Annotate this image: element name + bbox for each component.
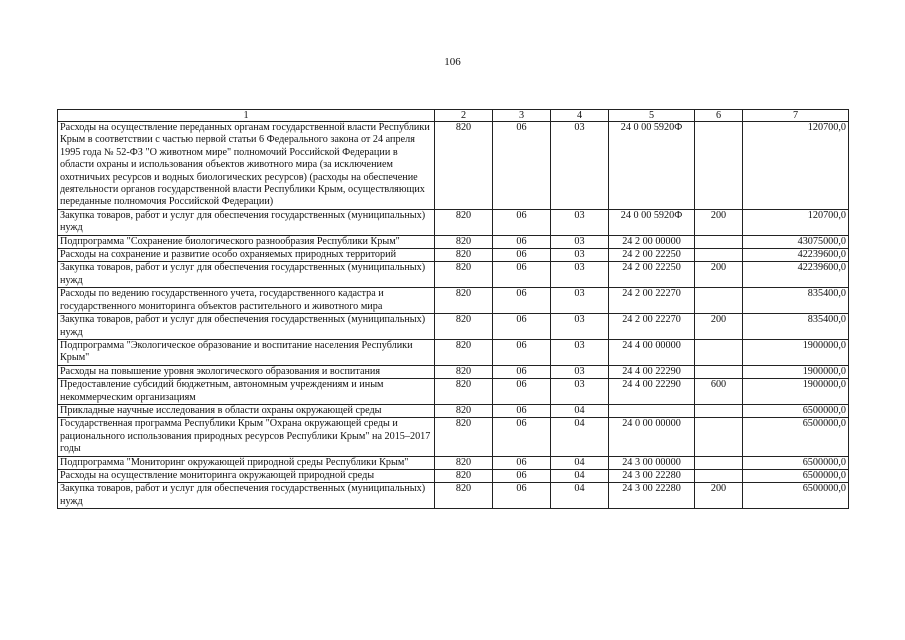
row-name: Закупка товаров, работ и услуг для обеспечения государственных (муниципальных) нужд: [58, 262, 435, 288]
table-row: [58, 288, 849, 314]
row-section-code: 06: [493, 209, 551, 235]
row-section-code: 06: [493, 235, 551, 248]
row-section-code: 06: [493, 469, 551, 482]
row-ministry-code: 820: [435, 249, 493, 262]
row-subsection-code: 04: [551, 456, 609, 469]
table-row: [58, 456, 849, 469]
row-expense-type: [695, 122, 743, 210]
row-section-code: 06: [493, 249, 551, 262]
row-subsection-code: 04: [551, 483, 609, 509]
table-row: [58, 209, 849, 235]
row-ministry-code: 820: [435, 365, 493, 378]
row-amount: 120700,0: [743, 209, 849, 235]
table-row: [58, 483, 849, 509]
table-row: [58, 314, 849, 340]
row-expense-type: [695, 235, 743, 248]
row-ministry-code: 820: [435, 209, 493, 235]
row-amount: 835400,0: [743, 314, 849, 340]
row-expense-type: [695, 418, 743, 456]
row-section-code: 06: [493, 122, 551, 210]
row-subsection-code: 03: [551, 314, 609, 340]
row-target-article: 24 0 00 00000: [609, 418, 695, 456]
row-expense-type: 200: [695, 209, 743, 235]
row-name: Закупка товаров, работ и услуг для обеспечения государственных (муниципальных) нужд: [58, 314, 435, 340]
row-target-article: 24 3 00 00000: [609, 456, 695, 469]
row-target-article: 24 0 00 5920Ф: [609, 209, 695, 235]
row-expense-type: [695, 469, 743, 482]
row-amount: 1900000,0: [743, 379, 849, 405]
row-ministry-code: 820: [435, 262, 493, 288]
row-target-article: 24 4 00 22290: [609, 365, 695, 378]
row-ministry-code: 820: [435, 314, 493, 340]
row-amount: 6500000,0: [743, 404, 849, 417]
row-amount: 6500000,0: [743, 456, 849, 469]
row-name: Расходы на повышение уровня экологического образования и воспитания: [58, 365, 435, 378]
row-amount: 6500000,0: [743, 469, 849, 482]
row-subsection-code: 03: [551, 288, 609, 314]
row-section-code: 06: [493, 483, 551, 509]
table-row: [58, 365, 849, 378]
row-name: Прикладные научные исследования в области охраны окружающей среды: [58, 404, 435, 417]
row-section-code: 06: [493, 418, 551, 456]
row-target-article: 24 2 00 22250: [609, 249, 695, 262]
row-name: Государственная программа Республики Крым "Охрана окружающей среды и рационального использования природных ресурсов Республики Крым" на 2015–2017 годы: [58, 418, 435, 456]
row-target-article: 24 2 00 00000: [609, 235, 695, 248]
table-row: [58, 339, 849, 365]
row-name: Расходы на осуществление мониторинга окружающей природной среды: [58, 469, 435, 482]
page-number: 106: [444, 56, 461, 68]
row-section-code: 06: [493, 456, 551, 469]
row-subsection-code: 04: [551, 404, 609, 417]
row-section-code: 06: [493, 288, 551, 314]
row-section-code: 06: [493, 339, 551, 365]
row-subsection-code: 03: [551, 122, 609, 210]
row-section-code: 06: [493, 365, 551, 378]
table-row: [58, 469, 849, 482]
row-target-article: [609, 404, 695, 417]
row-amount: 835400,0: [743, 288, 849, 314]
row-expense-type: 200: [695, 314, 743, 340]
row-expense-type: [695, 249, 743, 262]
row-expense-type: 200: [695, 483, 743, 509]
row-name: Расходы на сохранение и развитие особо охраняемых природных территорий: [58, 249, 435, 262]
row-amount: 1900000,0: [743, 365, 849, 378]
row-name: Закупка товаров, работ и услуг для обеспечения государственных (муниципальных) нужд: [58, 209, 435, 235]
row-amount: 1900000,0: [743, 339, 849, 365]
row-section-code: 06: [493, 262, 551, 288]
row-name: Предоставление субсидий бюджетным, автономным учреждениям и иным некоммерческим организациям: [58, 379, 435, 405]
row-subsection-code: 04: [551, 469, 609, 482]
row-section-code: 06: [493, 314, 551, 340]
row-section-code: 06: [493, 379, 551, 405]
row-name: Расходы по ведению государственного учета, государственного кадастра и государственного мониторинга объектов растительного и животного мира: [58, 288, 435, 314]
row-name: Закупка товаров, работ и услуг для обеспечения государственных (муниципальных) нужд: [58, 483, 435, 509]
row-name: Расходы на осуществление переданных органам государственной власти Республики Крым в соответствии с частью первой статьи 6 Федерального закона от 24 апреля 1995 года № 52-ФЗ "О животном мире" полномочий Российской Федерации в области охраны и использования объектов животного мира (за исключением охотничьих ресурсов и водных биологических ресурсов) (расходы на обеспечение деятельности органов государственной власти Республики Крым, осуществляющих переданные полномочия Российской Федерации): [58, 122, 435, 210]
row-name: Подпрограмма "Экологическое образование и воспитание населения Республики Крым": [58, 339, 435, 365]
row-name: Подпрограмма "Сохранение биологического разнообразия Республики Крым": [58, 235, 435, 248]
row-target-article: 24 2 00 22250: [609, 262, 695, 288]
row-expense-type: [695, 365, 743, 378]
row-ministry-code: 820: [435, 339, 493, 365]
row-ministry-code: 820: [435, 483, 493, 509]
header-col-7: 7: [743, 110, 849, 122]
row-subsection-code: 03: [551, 262, 609, 288]
row-amount: 120700,0: [743, 122, 849, 210]
row-expense-type: 600: [695, 379, 743, 405]
row-target-article: 24 2 00 22270: [609, 314, 695, 340]
row-ministry-code: 820: [435, 469, 493, 482]
table-row: [58, 249, 849, 262]
table-row: [58, 235, 849, 248]
table-row: [58, 379, 849, 405]
row-expense-type: [695, 288, 743, 314]
row-target-article: 24 2 00 22270: [609, 288, 695, 314]
row-amount: 42239600,0: [743, 249, 849, 262]
row-subsection-code: 03: [551, 365, 609, 378]
row-target-article: 24 4 00 00000: [609, 339, 695, 365]
row-subsection-code: 03: [551, 379, 609, 405]
header-col-6: 6: [695, 110, 743, 122]
row-expense-type: 200: [695, 262, 743, 288]
row-expense-type: [695, 456, 743, 469]
row-expense-type: [695, 404, 743, 417]
row-ministry-code: 820: [435, 418, 493, 456]
row-amount: 6500000,0: [743, 483, 849, 509]
row-ministry-code: 820: [435, 235, 493, 248]
row-target-article: 24 0 00 5920Ф: [609, 122, 695, 210]
row-amount: 42239600,0: [743, 262, 849, 288]
row-amount: 6500000,0: [743, 418, 849, 456]
row-target-article: 24 3 00 22280: [609, 483, 695, 509]
row-target-article: 24 3 00 22280: [609, 469, 695, 482]
header-col-4: 4: [551, 110, 609, 122]
row-ministry-code: 820: [435, 456, 493, 469]
table-row: [58, 404, 849, 417]
row-subsection-code: 03: [551, 235, 609, 248]
table-row: [58, 122, 849, 210]
header-col-1: 1: [58, 110, 435, 122]
row-subsection-code: 03: [551, 209, 609, 235]
row-expense-type: [695, 339, 743, 365]
row-target-article: 24 4 00 22290: [609, 379, 695, 405]
header-col-3: 3: [493, 110, 551, 122]
row-name: Подпрограмма "Мониторинг окружающей природной среды Республики Крым": [58, 456, 435, 469]
row-ministry-code: 820: [435, 404, 493, 417]
budget-table: [57, 109, 849, 509]
row-ministry-code: 820: [435, 288, 493, 314]
header-col-2: 2: [435, 110, 493, 122]
header-row: [58, 110, 849, 122]
row-subsection-code: 04: [551, 418, 609, 456]
header-col-5: 5: [609, 110, 695, 122]
row-subsection-code: 03: [551, 339, 609, 365]
row-ministry-code: 820: [435, 379, 493, 405]
table-row: [58, 418, 849, 456]
row-subsection-code: 03: [551, 249, 609, 262]
row-ministry-code: 820: [435, 122, 493, 210]
row-section-code: 06: [493, 404, 551, 417]
row-amount: 43075000,0: [743, 235, 849, 248]
table-row: [58, 262, 849, 288]
